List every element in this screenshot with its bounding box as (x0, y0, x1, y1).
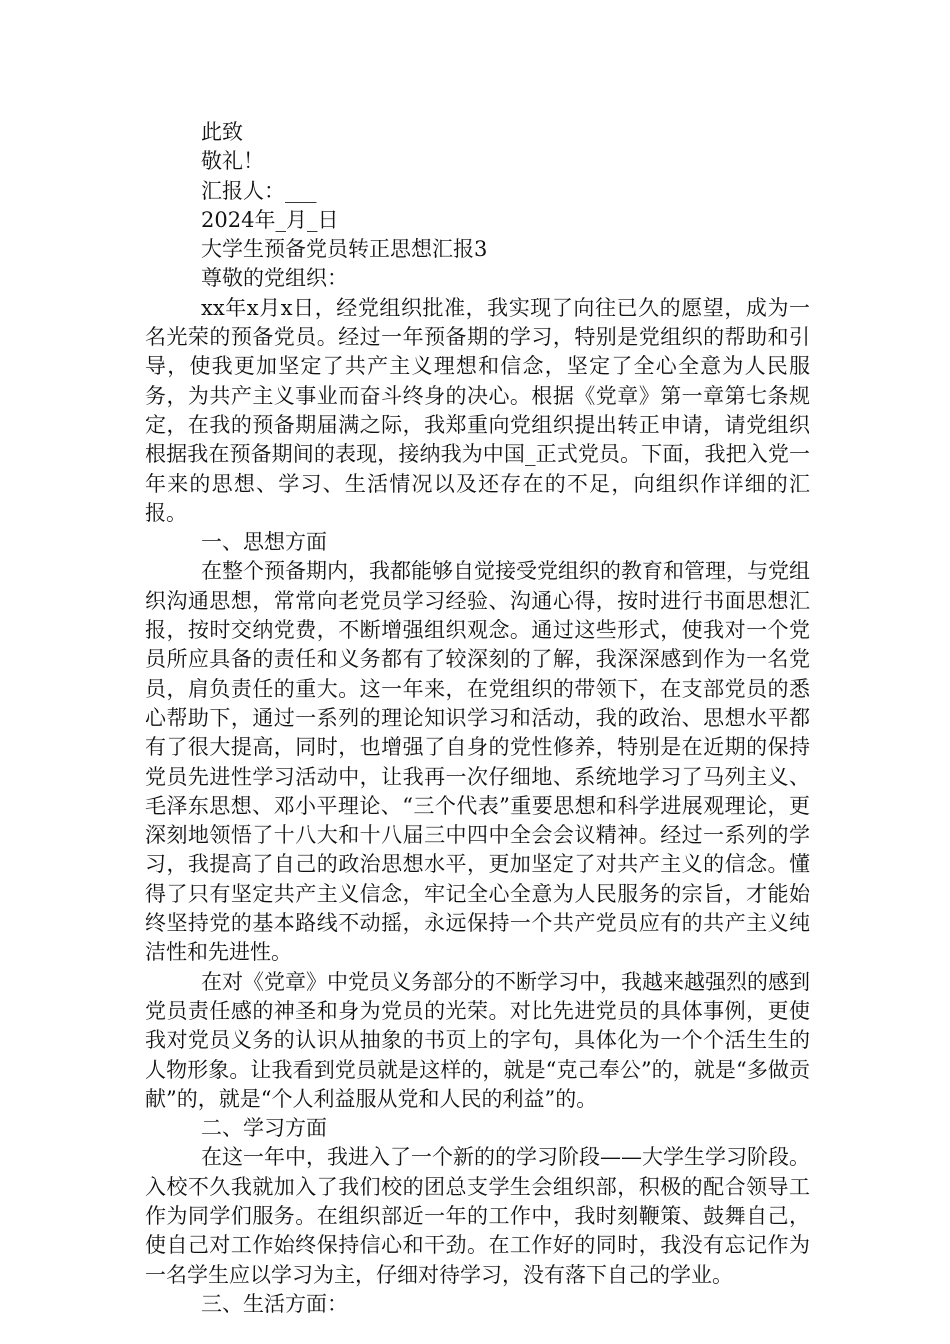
section-3-heading: 三、生活方面： (201, 1291, 348, 1316)
section-2-paragraph-1: 在这一年中，我进入了一个新的的学习阶段——大学生学习阶段。入校不久我就加入了我们校的团总支学生会组织部，积极的配合领导工作为同学们服务。在组织部近一年的工作中，我时刻鞭策、鼓舞自己，使自己对工作始终保持信心和干劲。在工作好的同时，我没有忘记作为一名学生应以学习为主，仔细对待学习，没有落下自己的学业。 (145, 1145, 810, 1287)
section-1-paragraph-2: 在对《党章》中党员义务部分的不断学习中，我越来越强烈的感到党员责任感的神圣和身为党员的光荣。对比先进党员的具体事例，更使我对党员义务的认识从抽象的书页上的字句，具体化为一个个活生生的人物形象。让我看到党员就是这样的，就是“克己奉公”的，就是“多做贡献”的，就是“个人利益服从党和人民的利益”的。 (145, 969, 810, 1111)
section-1-paragraph-1: 在整个预备期内，我都能够自觉接受党组织的教育和管理，与党组织沟通思想，常常向老党员学习经验、沟通心得，按时进行书面思想汇报，按时交纳党费，不断增强组织观念。通过这些形式，使我对一个党员所应具备的责任和义务都有了较深刻的了解，我深深感到作为一名党员，肩负责任的重大。这一年来，在党组织的带领下，在支部党员的悉心帮助下，通过一系列的理论知识学习和活动，我的政治、思想水平都有了很大提高，同时，也增强了自身的党性修养，特别是在近期的保持党员先进性学习活动中，让我再一次仔细地、系统地学习了马列主义、毛泽东思想、邓小平理论、“三个代表”重要思想和科学进展观理论，更深刻地领悟了十八大和十八届三中四中全会会议精神。经过一系列的学习，我提高了自己的政治思想水平，更加坚定了对共产主义的信念。懂得了只有坚定共产主义信念，牢记全心全意为人民服务的宗旨，才能始终坚持党的基本路线不动摇，永远保持一个共产党员应有的共产主义纯洁性和先进性。 (145, 559, 810, 965)
section-2-heading: 二、学习方面 (201, 1116, 327, 1141)
document-title: 大学生预备党员转正思想汇报3 (201, 237, 488, 262)
reporter-signature: 汇报人：___ (201, 178, 317, 203)
greeting: 尊敬的党组织： (201, 266, 348, 291)
document-page (145, 118, 810, 1319)
closing-salute-1: 此致 (201, 120, 243, 144)
intro-paragraph: xx年x月x日，经党组织批准，我实现了向往已久的愿望，成为一名光荣的预备党员。经过一年预备期的学习，特别是党组织的帮助和引导，使我更加坚定了共产主义理想和信念，坚定了全心全意为人民服务，为共产主义事业而奋斗终身的决心。根据《党章》第一章第七条规定，在我的预备期届满之际，我郑重向党组织提出转正申请，请党组织根据我在预备期间的表现，接纳我为中国_正式党员。下面，我把入党一年来的思想、学习、生活情况以及还存在的不足，向组织作详细的汇报。 (145, 295, 810, 525)
report-date: 2024年_月_日 (201, 207, 339, 232)
closing-salute-2: 敬礼！ (201, 149, 264, 174)
section-1-heading: 一、思想方面 (201, 530, 327, 555)
